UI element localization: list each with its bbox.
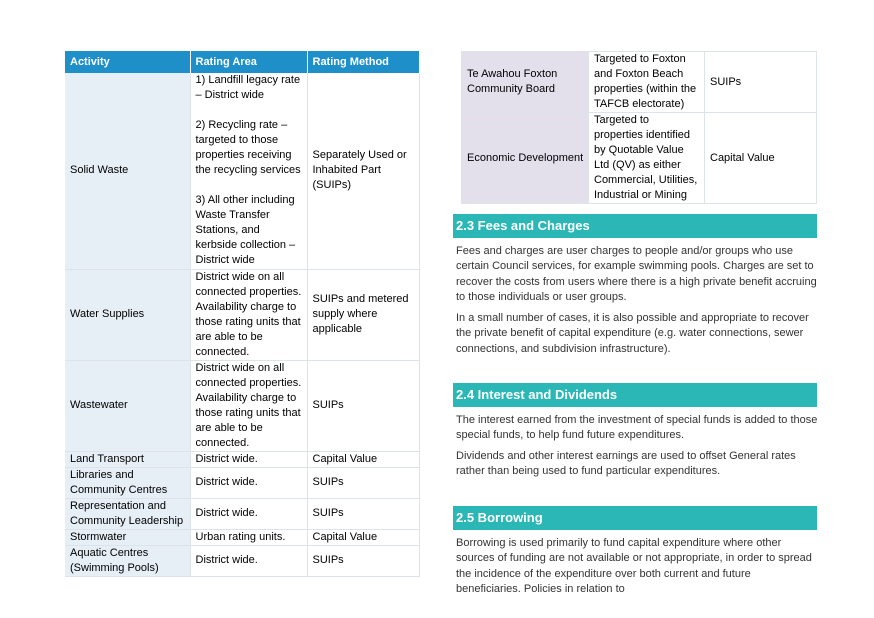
header-rating-area: Rating Area bbox=[190, 51, 307, 73]
rating-method-cell: SUIPs bbox=[705, 52, 817, 113]
activity-cell: Te Awahou Foxton Community Board bbox=[462, 52, 589, 113]
rating-method-cell: Capital Value bbox=[705, 113, 817, 204]
activity-cell: Aquatic Centres (Swimming Pools) bbox=[65, 545, 190, 576]
table-row bbox=[65, 73, 419, 269]
borrowing-paragraph-1: Borrowing is used primarily to fund capital expenditure where other sources of funding are not available or not appropriate, in order to spread the incidence of the expenditure over both current and future beneficiaries. Policies in relation to bbox=[456, 537, 812, 595]
table-row bbox=[65, 360, 419, 451]
activity-cell: Land Transport bbox=[65, 451, 190, 467]
table-row bbox=[462, 52, 817, 113]
fees-paragraph-1: Fees and charges are user charges to people and/or groups who use certain Council services, for example swimming pools. Charges are set to recover the costs from users where there is a high private benefit accruing to those individuals or user groups. bbox=[456, 245, 817, 303]
rating-area-cell: District wide on all connected properties. Availability charge to those rating units that are able to be connected. bbox=[190, 269, 307, 360]
activity-cell: Water Supplies bbox=[65, 269, 190, 360]
header-activity: Activity bbox=[65, 51, 190, 73]
activity-cell: Economic Development bbox=[462, 113, 589, 204]
header-rating-method: Rating Method bbox=[307, 51, 419, 73]
table-row bbox=[65, 269, 419, 360]
rating-area-cell: District wide. bbox=[190, 451, 307, 467]
interest-paragraph-2: Dividends and other interest earnings are used to offset General rates rather than being used to fund particular expenditures. bbox=[456, 450, 796, 478]
table-row bbox=[462, 113, 817, 204]
activity-cell: Libraries and Community Centres bbox=[65, 467, 190, 498]
section-heading-interest: 2.4 Interest and Dividends bbox=[453, 383, 817, 407]
table-row bbox=[65, 467, 419, 498]
rating-area-cell: 1) Landfill legacy rate – District wide 2) Recycling rate – targeted to those properties receiving the recycling services 3) All other including Waste Transfer Stations, and kerbside collection – District wide bbox=[190, 73, 307, 269]
rating-area-cell: District wide on all connected properties. Availability charge to those rating units that are able to be connected. bbox=[190, 360, 307, 451]
activity-cell: Solid Waste bbox=[65, 73, 190, 269]
rating-method-cell: Capital Value bbox=[307, 529, 419, 545]
rating-table-header bbox=[65, 51, 419, 73]
table-row bbox=[65, 498, 419, 529]
table-row bbox=[65, 529, 419, 545]
rating-method-cell: Capital Value bbox=[307, 451, 419, 467]
rating-area-cell: District wide. bbox=[190, 467, 307, 498]
targeted-rates-table bbox=[461, 51, 817, 204]
activity-cell: Stormwater bbox=[65, 529, 190, 545]
rating-area-cell: Urban rating units. bbox=[190, 529, 307, 545]
rating-method-cell: Separately Used or Inhabited Part (SUIPs) bbox=[307, 73, 419, 269]
activity-cell: Representation and Community Leadership bbox=[65, 498, 190, 529]
rating-method-cell: SUIPs bbox=[307, 545, 419, 576]
rating-area-cell: District wide. bbox=[190, 498, 307, 529]
fees-paragraph-2: In a small number of cases, it is also possible and appropriate to recover the private benefit of capital expenditure (e.g. water connections, sewer connections, and subdivision infrastructure). bbox=[456, 312, 809, 355]
table-row bbox=[65, 545, 419, 576]
interest-paragraph-1: The interest earned from the investment of special funds is added to those special funds, to help fund future expenditures. bbox=[456, 414, 818, 442]
section-heading-fees: 2.3 Fees and Charges bbox=[453, 214, 817, 238]
rating-area-cell: Targeted to properties identified by Quotable Value Ltd (QV) as either Commercial, Utilities, Industrial or Mining bbox=[589, 113, 705, 204]
activity-cell: Wastewater bbox=[65, 360, 190, 451]
rating-method-cell: SUIPs bbox=[307, 467, 419, 498]
rating-area-cell: District wide. bbox=[190, 545, 307, 576]
rating-method-cell: SUIPs and metered supply where applicable bbox=[307, 269, 419, 360]
rating-area-cell: Targeted to Foxton and Foxton Beach properties (within the TAFCB electorate) bbox=[589, 52, 705, 113]
rating-method-cell: SUIPs bbox=[307, 498, 419, 529]
table-row bbox=[65, 451, 419, 467]
section-heading-borrowing: 2.5 Borrowing bbox=[453, 506, 817, 530]
rating-table bbox=[65, 51, 420, 577]
rating-method-cell: SUIPs bbox=[307, 360, 419, 451]
